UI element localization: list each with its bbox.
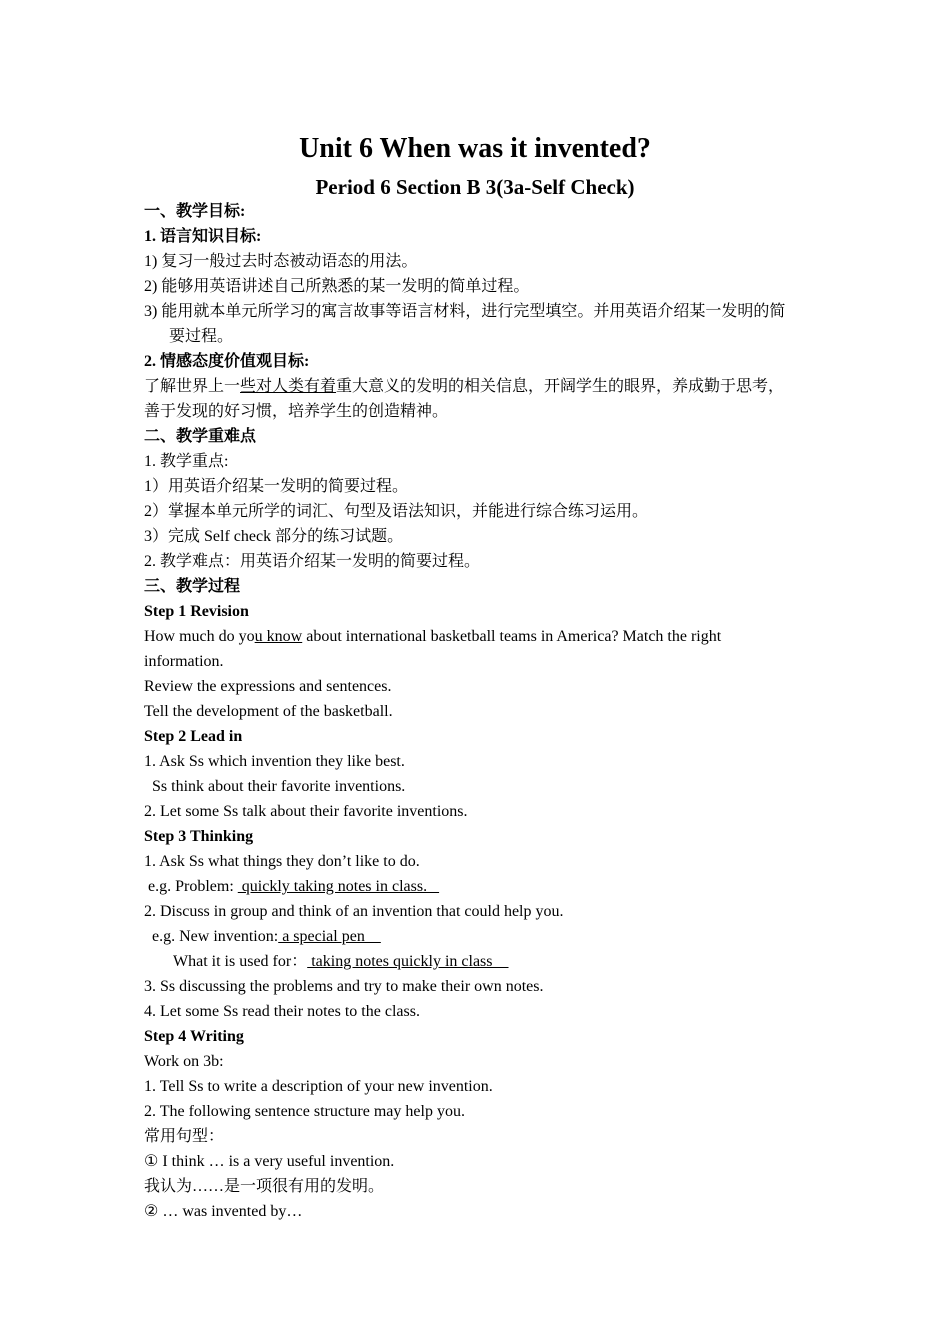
paragraph: 3. Ss discussing the problems and try to make their own notes. <box>144 978 544 995</box>
paragraph: 2. The following sentence structure may help you. <box>144 1103 465 1120</box>
paragraph: 2. Let some Ss talk about their favorite inventions. <box>144 803 468 820</box>
text-span: How much do yo <box>144 628 255 645</box>
list-item: 3）完成 Self check 部分的练习试题。 <box>144 528 404 545</box>
paragraph: 1. Ask Ss what things they don’t like to do. <box>144 853 420 870</box>
paragraph: Work on 3b: <box>144 1053 224 1070</box>
paragraph: 2) 能够用英语讲述自己所熟悉的某一发明的简单过程。 <box>144 278 530 295</box>
underlined-text: 些对人类有着 <box>240 378 337 395</box>
paragraph: 1. Ask Ss which invention they like best. <box>144 753 405 770</box>
step-heading-writing: Step 4 Writing <box>144 1028 244 1045</box>
paragraph: 1) 复习一般过去时态被动语态的用法。 <box>144 253 418 270</box>
paragraph <box>144 874 810 899</box>
list-item: 1）用英语介绍某一发明的简要过程。 <box>144 478 409 495</box>
paragraph: 我认为……是一项很有用的发明。 <box>144 1178 385 1195</box>
paragraph <box>144 924 810 949</box>
paragraph-difficulty: 2. 教学难点：用英语介绍某一发明的简要过程。 <box>144 553 481 570</box>
step-heading-thinking: Step 3 Thinking <box>144 828 254 845</box>
paragraph: 善于发现的好习惯，培养学生的创造精神。 <box>144 403 449 420</box>
subheading-emotion-goals: 2. 情感态度价值观目标: <box>144 353 310 370</box>
underlined-answer: a special pen <box>278 928 381 945</box>
step-heading-revision: Step 1 Revision <box>144 603 249 620</box>
step-heading-lead-in: Step 2 Lead in <box>144 728 243 745</box>
list-item: 2）掌握本单元所学的词汇、句型及语法知识，并能进行综合练习运用。 <box>144 503 649 520</box>
subheading-language-goals: 1. 语言知识目标: <box>144 228 262 245</box>
text-span: 了解世界上一 <box>144 378 241 395</box>
underlined-text: u know <box>254 628 303 645</box>
document-subtitle: Period 6 Section B 3(3a-Self Check) <box>315 175 635 199</box>
subheading-focus: 1. 教学重点: <box>144 453 229 470</box>
section-heading-key-points: 二、教学重难点 <box>144 428 257 445</box>
text-span: e.g. New invention: <box>152 928 279 945</box>
paragraph: Ss think about their favorite inventions. <box>152 778 406 795</box>
text-span: What it is used for： <box>173 953 308 970</box>
paragraph: ② … was invented by… <box>144 1203 303 1220</box>
paragraph: Tell the development of the basketball. <box>144 703 393 720</box>
paragraph <box>144 624 810 649</box>
underlined-answer: taking notes quickly in class <box>307 953 509 970</box>
paragraph: 要过程。 <box>169 328 234 345</box>
paragraph: 3) 能用就本单元所学习的寓言故事等语言材料，进行完型填空。并用英语介绍某一发明的简 <box>144 303 786 320</box>
paragraph <box>144 374 810 399</box>
paragraph: 4. Let some Ss read their notes to the class. <box>144 1003 420 1020</box>
section-heading-objectives: 一、教学目标: <box>144 203 246 220</box>
paragraph: information. <box>144 653 224 670</box>
paragraph: 常用句型： <box>144 1128 225 1145</box>
text-span: e.g. Problem: <box>148 878 238 895</box>
paragraph: 1. Tell Ss to write a description of your new invention. <box>144 1078 493 1095</box>
text-span: about international basketball teams in America? Match the right <box>302 628 722 645</box>
section-heading-process: 三、教学过程 <box>144 578 241 595</box>
underlined-answer: quickly taking notes in class. <box>237 878 440 895</box>
paragraph <box>144 949 810 974</box>
document-title: Unit 6 When was it invented? <box>299 133 651 164</box>
text-span: 重大意义的发明的相关信息，开阔学生的眼界，养成勤于思考， <box>336 378 785 395</box>
document-body <box>144 199 810 1224</box>
paragraph: 2. Discuss in group and think of an invention that could help you. <box>144 903 564 920</box>
paragraph: Review the expressions and sentences. <box>144 678 392 695</box>
paragraph: ① I think … is a very useful invention. <box>144 1153 395 1170</box>
